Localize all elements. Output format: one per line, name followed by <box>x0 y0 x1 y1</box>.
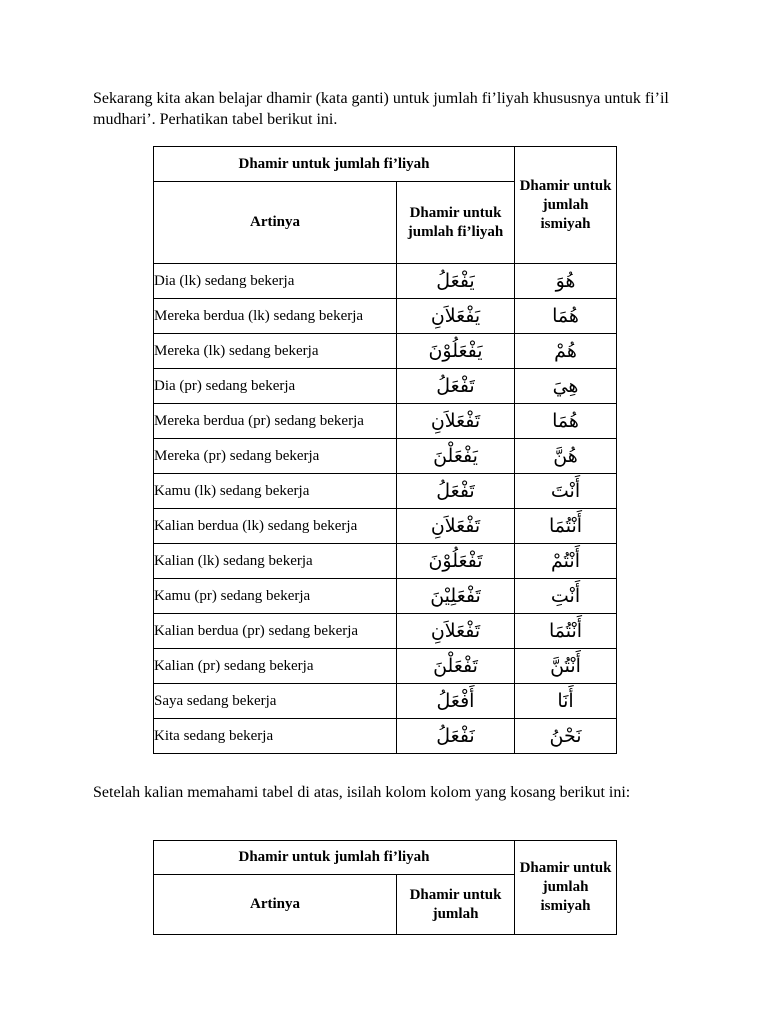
header-ismiyah: Dhamir untuk jumlah ismiyah <box>515 147 617 264</box>
table-row <box>154 474 617 509</box>
meaning-cell: Dia (lk) sedang bekerja <box>154 264 397 299</box>
ismiyah-cell: نَحْنُ <box>515 719 617 754</box>
ismiyah-cell: هُمَا <box>515 299 617 334</box>
table-row <box>154 544 617 579</box>
exercise-header-filiyah: Dhamir untuk jumlah <box>397 875 515 935</box>
ismiyah-cell: أَنْتُمْ <box>515 544 617 579</box>
intro-paragraph: Sekarang kita akan belajar dhamir (kata ganti) untuk jumlah fi’liyah khususnya untuk fi’il mudhari’. Perhatikan tabel berikut ini. <box>93 90 669 128</box>
table-row <box>154 334 617 369</box>
table-header-row <box>154 147 617 182</box>
meaning-cell: Mereka berdua (pr) sedang bekerja <box>154 404 397 439</box>
filiyah-cell: تَفْعَلُوْنَ <box>397 544 515 579</box>
meaning-cell: Kita sedang bekerja <box>154 719 397 754</box>
filiyah-cell: يَفْعَلُوْنَ <box>397 334 515 369</box>
ismiyah-cell: هُنَّ <box>515 439 617 474</box>
ismiyah-cell: أَنْتُمَا <box>515 614 617 649</box>
meaning-cell: Kalian (lk) sedang bekerja <box>154 544 397 579</box>
table-row <box>154 264 617 299</box>
meaning-cell: Kalian (pr) sedang bekerja <box>154 649 397 684</box>
table-row <box>154 614 617 649</box>
filiyah-cell: نَفْعَلُ <box>397 719 515 754</box>
filiyah-cell: تَفْعَلُ <box>397 369 515 404</box>
filiyah-cell: تَفْعَلاَنِ <box>397 614 515 649</box>
exercise-table-body <box>154 841 617 935</box>
meaning-cell: Mereka (lk) sedang bekerja <box>154 334 397 369</box>
exercise-header-group: Dhamir untuk jumlah fi’liyah <box>154 841 515 875</box>
dhamir-table-body <box>154 147 617 754</box>
filiyah-cell: تَفْعَلاَنِ <box>397 509 515 544</box>
meaning-cell: Kamu (lk) sedang bekerja <box>154 474 397 509</box>
table-row <box>154 579 617 614</box>
meaning-cell: Mereka (pr) sedang bekerja <box>154 439 397 474</box>
filiyah-cell: تَفْعَلِيْنَ <box>397 579 515 614</box>
meaning-cell: Kamu (pr) sedang bekerja <box>154 579 397 614</box>
meaning-cell: Saya sedang bekerja <box>154 684 397 719</box>
ismiyah-cell: أَنْتُمَا <box>515 509 617 544</box>
meaning-cell: Dia (pr) sedang bekerja <box>154 369 397 404</box>
ismiyah-cell: أَنْتِ <box>515 579 617 614</box>
header-filiyah: Dhamir untuk jumlah fi’liyah <box>397 182 515 264</box>
ismiyah-cell: هُوَ <box>515 264 617 299</box>
header-group-filiyah: Dhamir untuk jumlah fi’liyah <box>154 147 515 182</box>
filiyah-cell: أَفْعَلُ <box>397 684 515 719</box>
exercise-header-meaning: Artinya <box>154 875 397 935</box>
filiyah-cell: تَفْعَلْنَ <box>397 649 515 684</box>
ismiyah-cell: هُمْ <box>515 334 617 369</box>
table-row <box>154 404 617 439</box>
table-row <box>154 649 617 684</box>
table-row <box>154 509 617 544</box>
exercise-header-ismiyah: Dhamir untuk jumlah ismiyah <box>515 841 617 935</box>
header-meaning: Artinya <box>154 182 397 264</box>
filiyah-cell: تَفْعَلاَنِ <box>397 404 515 439</box>
ismiyah-cell: أَنْتَ <box>515 474 617 509</box>
filiyah-cell: يَفْعَلُ <box>397 264 515 299</box>
dhamir-table <box>153 146 617 754</box>
instruction-paragraph: Setelah kalian memahami tabel di atas, isilah kolom kolom yang kosang berikut ini: <box>93 784 631 801</box>
meaning-cell: Kalian berdua (lk) sedang bekerja <box>154 509 397 544</box>
table-row <box>154 439 617 474</box>
table-row <box>154 684 617 719</box>
table-row <box>154 719 617 754</box>
ismiyah-cell: هُمَا <box>515 404 617 439</box>
meaning-cell: Mereka berdua (lk) sedang bekerja <box>154 299 397 334</box>
ismiyah-cell: أَنَا <box>515 684 617 719</box>
meaning-cell: Kalian berdua (pr) sedang bekerja <box>154 614 397 649</box>
ismiyah-cell: أَنْتُنَّ <box>515 649 617 684</box>
table-row <box>154 299 617 334</box>
table-row <box>154 369 617 404</box>
filiyah-cell: يَفْعَلْنَ <box>397 439 515 474</box>
exercise-header-row <box>154 841 617 875</box>
filiyah-cell: تَفْعَلُ <box>397 474 515 509</box>
filiyah-cell: يَفْعَلاَنِ <box>397 299 515 334</box>
ismiyah-cell: هِيَ <box>515 369 617 404</box>
exercise-table <box>153 840 617 935</box>
